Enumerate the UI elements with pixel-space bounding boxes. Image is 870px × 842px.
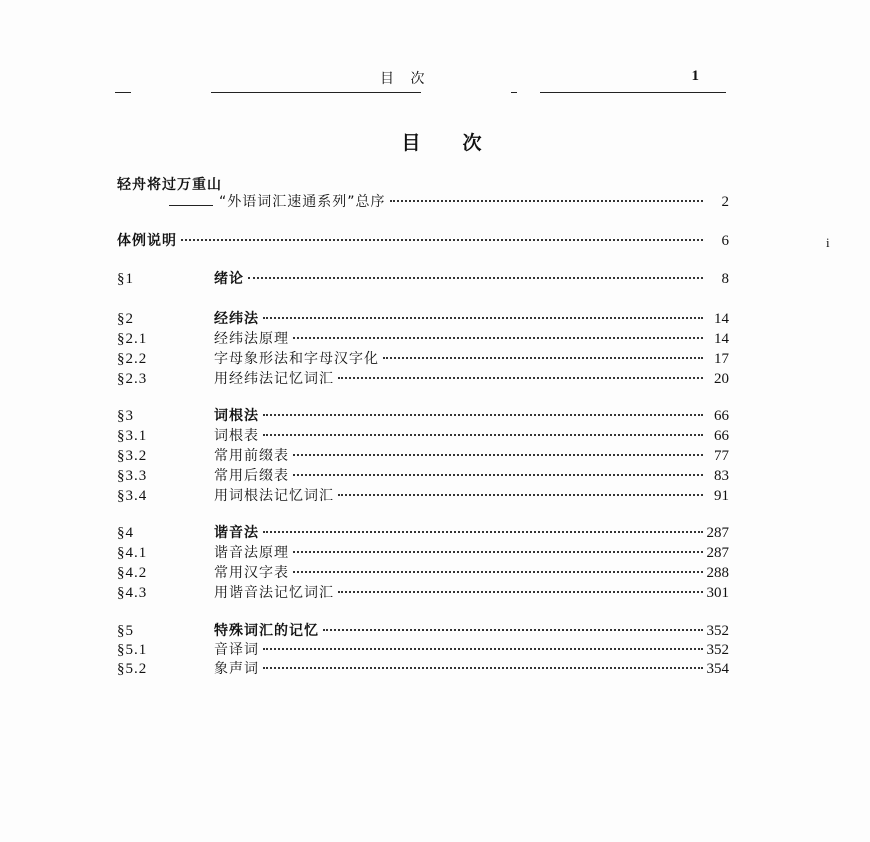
section-title: 用谐音法记忆词汇 bbox=[214, 585, 334, 601]
leader-dots bbox=[293, 337, 703, 339]
header-rule bbox=[211, 92, 421, 93]
section-number: §1 bbox=[117, 271, 134, 287]
leader-dots bbox=[263, 317, 703, 319]
leader-dots bbox=[263, 667, 703, 669]
page-number: 354 bbox=[706, 661, 729, 677]
section-title: 常用汉字表 bbox=[214, 565, 289, 581]
toc-row[interactable] bbox=[117, 544, 729, 563]
toc-row[interactable] bbox=[117, 330, 729, 349]
page-number: 6 bbox=[721, 233, 729, 249]
toc-row[interactable] bbox=[117, 564, 729, 583]
section-title: 谐音法原理 bbox=[214, 545, 289, 561]
leader-dots bbox=[383, 357, 703, 359]
page-number: 83 bbox=[714, 468, 729, 484]
toc-row[interactable] bbox=[117, 622, 729, 641]
section-number: §3.1 bbox=[117, 428, 148, 444]
leader-dots bbox=[323, 629, 703, 631]
section-title: 字母象形法和字母汉字化 bbox=[214, 351, 379, 367]
page-number: 287 bbox=[706, 525, 729, 541]
toc-row[interactable] bbox=[117, 660, 729, 679]
toc-row[interactable] bbox=[117, 427, 729, 446]
section-number: §2.1 bbox=[117, 331, 148, 347]
section-title: 特殊词汇的记忆 bbox=[214, 623, 319, 639]
leader-dots bbox=[263, 648, 703, 650]
header-rule bbox=[540, 92, 726, 93]
section-number: §4.3 bbox=[117, 585, 148, 601]
running-header bbox=[115, 68, 727, 94]
toc-row[interactable] bbox=[117, 310, 729, 329]
preface-heading: 轻舟将过万重山 bbox=[117, 177, 222, 193]
section-title: 词根表 bbox=[214, 428, 259, 444]
toc-row-preface[interactable] bbox=[169, 193, 729, 212]
toc-row[interactable] bbox=[117, 407, 729, 426]
page-number: 301 bbox=[706, 585, 729, 601]
section-number: §3.4 bbox=[117, 488, 148, 504]
toc-row[interactable] bbox=[117, 584, 729, 603]
leader-dots bbox=[263, 434, 703, 436]
section-number: §2 bbox=[117, 311, 134, 327]
section-title: 经纬法 bbox=[214, 311, 259, 327]
toc-row[interactable] bbox=[117, 270, 729, 289]
toc-row[interactable] bbox=[117, 350, 729, 369]
section-number: §2.3 bbox=[117, 371, 148, 387]
leader-dots bbox=[338, 377, 703, 379]
margin-mark: i bbox=[826, 235, 830, 250]
running-header-title: 目 次 bbox=[380, 71, 431, 87]
section-title: 常用后缀表 bbox=[214, 468, 289, 484]
section-title: 谐音法 bbox=[214, 525, 259, 541]
page-number: 8 bbox=[721, 271, 729, 287]
page-number: 14 bbox=[714, 311, 729, 327]
section-title: 绪论 bbox=[214, 271, 244, 287]
section-number: §4 bbox=[117, 525, 134, 541]
section-number: §3.2 bbox=[117, 448, 148, 464]
section-title: 常用前缀表 bbox=[214, 448, 289, 464]
toc-row-notes[interactable] bbox=[117, 232, 729, 251]
page-number: 14 bbox=[714, 331, 729, 347]
header-rule bbox=[511, 92, 517, 93]
section-title: 用词根法记忆词汇 bbox=[214, 488, 334, 504]
leader-dots bbox=[293, 551, 703, 553]
leader-dots bbox=[263, 531, 703, 533]
page-number: 352 bbox=[706, 642, 729, 658]
page-number: 20 bbox=[714, 371, 729, 387]
page-number: 287 bbox=[706, 545, 729, 561]
page-number: 66 bbox=[714, 408, 729, 424]
preface-subtitle: “外语词汇速通系列”总序 bbox=[219, 194, 386, 210]
leader-dots bbox=[263, 414, 703, 416]
section-number: §3.3 bbox=[117, 468, 148, 484]
section-title: 用经纬法记忆词汇 bbox=[214, 371, 334, 387]
em-dash bbox=[169, 205, 213, 206]
page-number: 352 bbox=[706, 623, 729, 639]
leader-dots bbox=[248, 277, 703, 279]
section-title: 音译词 bbox=[214, 642, 259, 658]
toc-row[interactable] bbox=[117, 370, 729, 389]
page-number: 91 bbox=[714, 488, 729, 504]
page-title: 目次 bbox=[401, 132, 524, 154]
toc-row[interactable] bbox=[117, 641, 729, 660]
page-number: 66 bbox=[714, 428, 729, 444]
page-number: 2 bbox=[721, 194, 729, 210]
toc-row[interactable] bbox=[117, 467, 729, 486]
toc-row[interactable] bbox=[117, 447, 729, 466]
section-number: §5 bbox=[117, 623, 134, 639]
running-header-page-number: 1 bbox=[691, 68, 699, 84]
leader-dots bbox=[390, 200, 703, 202]
leader-dots bbox=[181, 239, 703, 241]
toc-row[interactable] bbox=[117, 524, 729, 543]
section-title: 词根法 bbox=[214, 408, 259, 424]
leader-dots bbox=[338, 591, 703, 593]
toc-row[interactable] bbox=[117, 487, 729, 506]
section-title: 经纬法原理 bbox=[214, 331, 289, 347]
leader-dots bbox=[293, 474, 703, 476]
header-rule bbox=[115, 92, 131, 93]
page-number: 288 bbox=[706, 565, 729, 581]
section-number: §4.2 bbox=[117, 565, 148, 581]
leader-dots bbox=[293, 571, 703, 573]
leader-dots bbox=[338, 494, 703, 496]
page-number: 17 bbox=[714, 351, 729, 367]
section-number: §3 bbox=[117, 408, 134, 424]
section-title: 象声词 bbox=[214, 661, 259, 677]
section-number: §5.1 bbox=[117, 642, 148, 658]
page-number: 77 bbox=[714, 448, 729, 464]
section-number: §5.2 bbox=[117, 661, 148, 677]
notes-label: 体例说明 bbox=[117, 233, 177, 249]
section-number: §4.1 bbox=[117, 545, 148, 561]
section-number: §2.2 bbox=[117, 351, 148, 367]
leader-dots bbox=[293, 454, 703, 456]
